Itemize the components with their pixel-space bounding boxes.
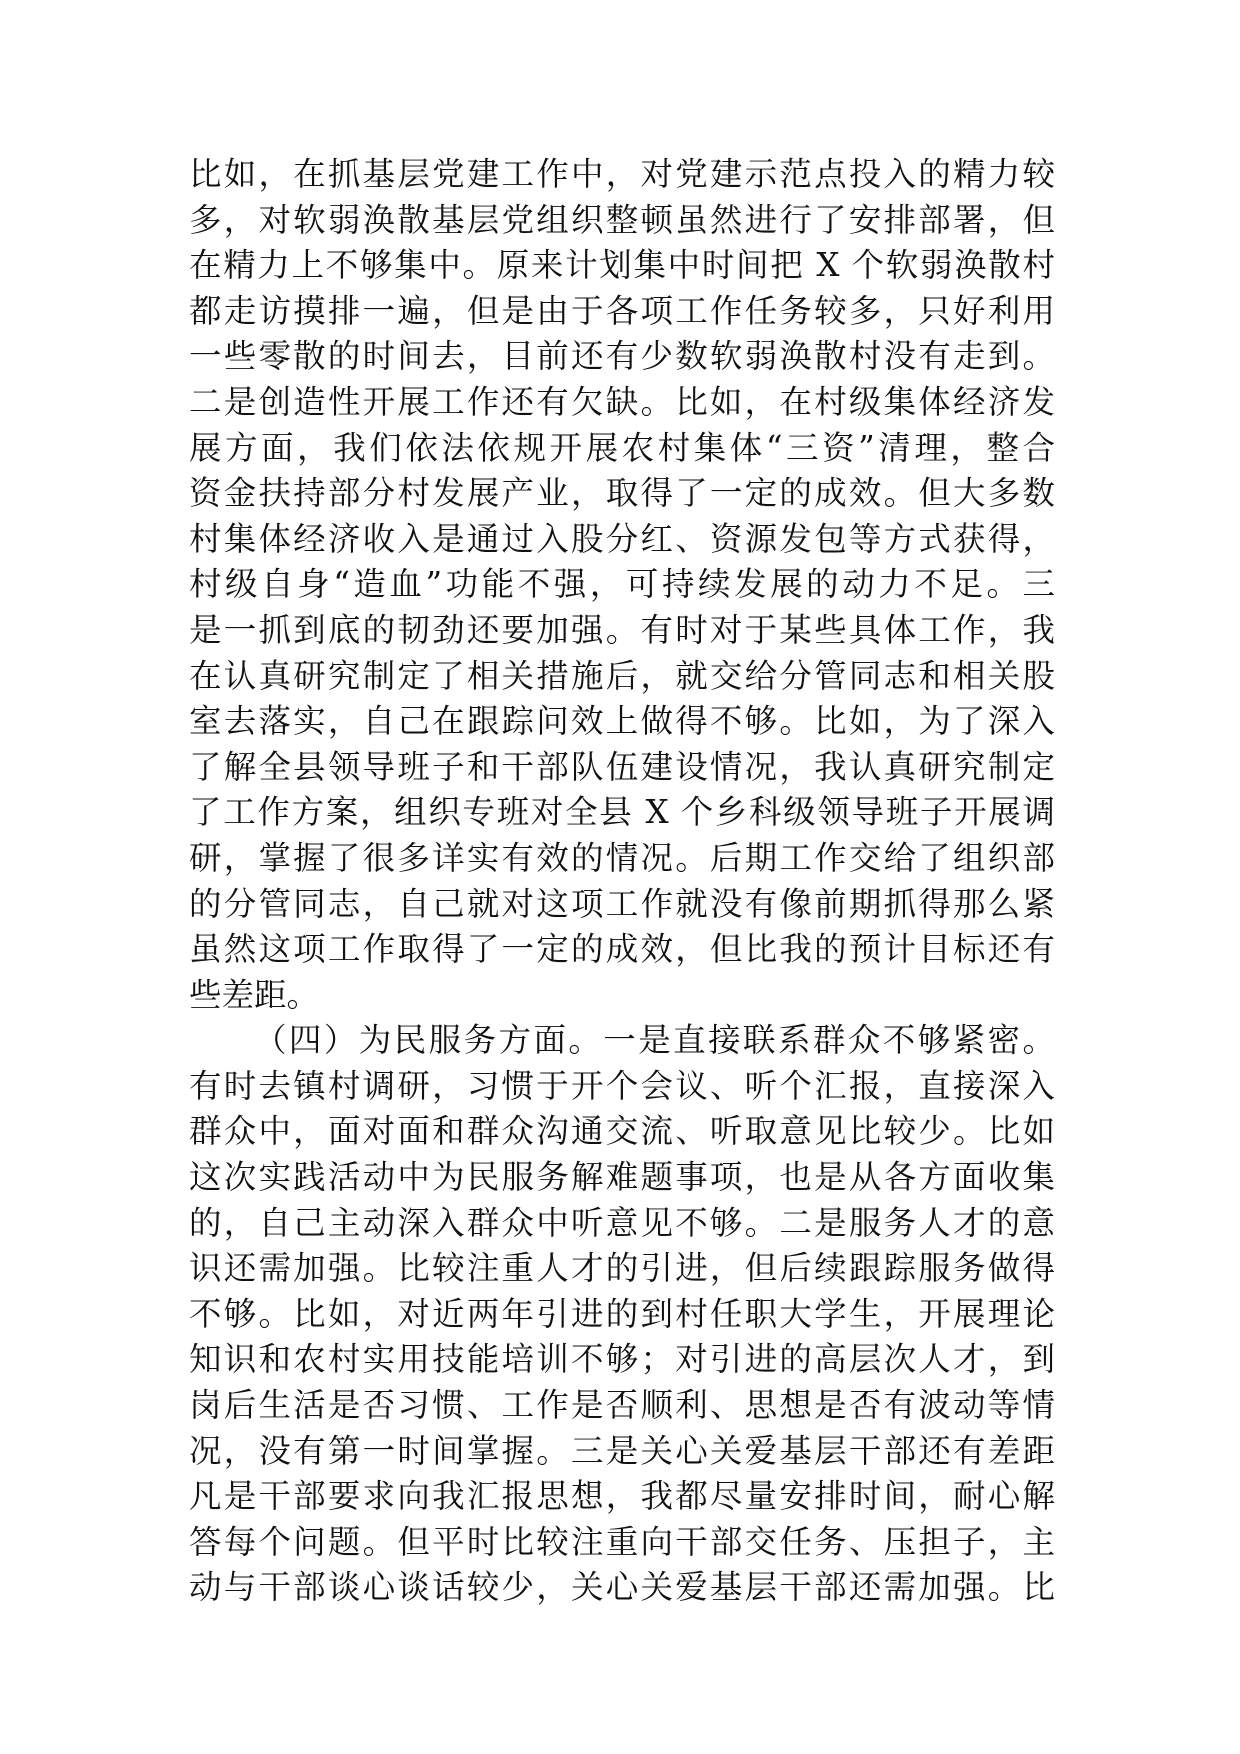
text-line: 不够。比如，对近两年引进的到村任职大学生，开展理论 [189,1294,1055,1333]
text-line: 研，掌握了很多详实有效的情况。后期工作交给了组织部 [189,838,1055,877]
section-heading-line: （四）为民服务方面。一是直接联系群众不够紧密。 [254,1021,1055,1060]
text-line: 的，自己主动深入群众中听意见不够。二是服务人才的意 [189,1203,1055,1242]
text-line: 一些零散的时间去，目前还有少数软弱涣散村没有走到。 [189,337,1055,376]
text-line: 比如，在抓基层党建工作中，对党建示范点投入的精力较 [189,155,1055,193]
text-line: 在认真研究制定了相关措施后，就交给分管同志和相关股 [189,656,1055,695]
text-line: 有时去镇村调研，习惯于开个会议、听个汇报，直接深入 [189,1066,1055,1105]
text-line: 室去落实，自己在跟踪问效上做得不够。比如，为了深入 [189,702,1055,741]
text-line: 二是创造性开展工作还有欠缺。比如，在村级集体经济发 [189,382,1055,421]
text-line: 凡是干部要求向我汇报思想，我都尽量安排时间，耐心解 [189,1477,1055,1516]
text-line: 这次实践活动中为民服务解难题事项，也是从各方面收集 [189,1158,1055,1197]
text-line: 资金扶持部分村发展产业，取得了一定的成效。但大多数 [189,474,1055,513]
text-line: 识还需加强。比较注重人才的引进，但后续跟踪服务做得 [189,1249,1055,1288]
text-line: 答每个问题。但平时比较注重向干部交任务、压担子，主 [189,1522,1055,1561]
text-line: 展方面，我们依法依规开展农村集体“三资”清理，整合 [189,428,1055,467]
text-line: 些差距。 [189,975,320,1014]
text-line: 都走访摸排一遍，但是由于各项工作任务较多，只好利用 [189,291,1055,330]
text-line: 的分管同志，自己就对这项工作就没有像前期抓得那么紧 [189,884,1055,923]
text-line: 是一抓到底的韧劲还要加强。有时对于某些具体工作，我 [189,610,1055,649]
text-line: 群众中，面对面和群众沟通交流、听取意见比较少。比如 [189,1112,1055,1151]
body-text [189,152,1055,1611]
text-line: 村集体经济收入是通过入股分红、资源发包等方式获得， [189,519,1055,558]
text-line: 在精力上不够集中。原来计划集中时间把 X 个软弱涣散村 [189,246,1055,285]
text-line: 了工作方案，组织专班对全县 X 个乡科级领导班子开展调 [189,793,1055,832]
text-line: 动与干部谈心谈话较少，关心关爱基层干部还需加强。比 [189,1568,1055,1607]
text-line: 况，没有第一时间掌握。三是关心关爱基层干部还有差距 [189,1431,1055,1470]
text-line: 村级自身“造血”功能不强，可持续发展的动力不足。三 [189,565,1055,604]
text-line: 虽然这项工作取得了一定的成效，但比我的预计目标还有 [189,930,1055,969]
text-line: 知识和农村实用技能培训不够；对引进的高层次人才，到 [189,1340,1055,1379]
text-line: 多，对软弱涣散基层党组织整顿虽然进行了安排部署，但 [189,200,1055,239]
text-line: 了解全县领导班子和干部队伍建设情况，我认真研究制定 [189,747,1055,786]
text-line: 岗后生活是否习惯、工作是否顺利、思想是否有波动等情 [189,1386,1055,1425]
